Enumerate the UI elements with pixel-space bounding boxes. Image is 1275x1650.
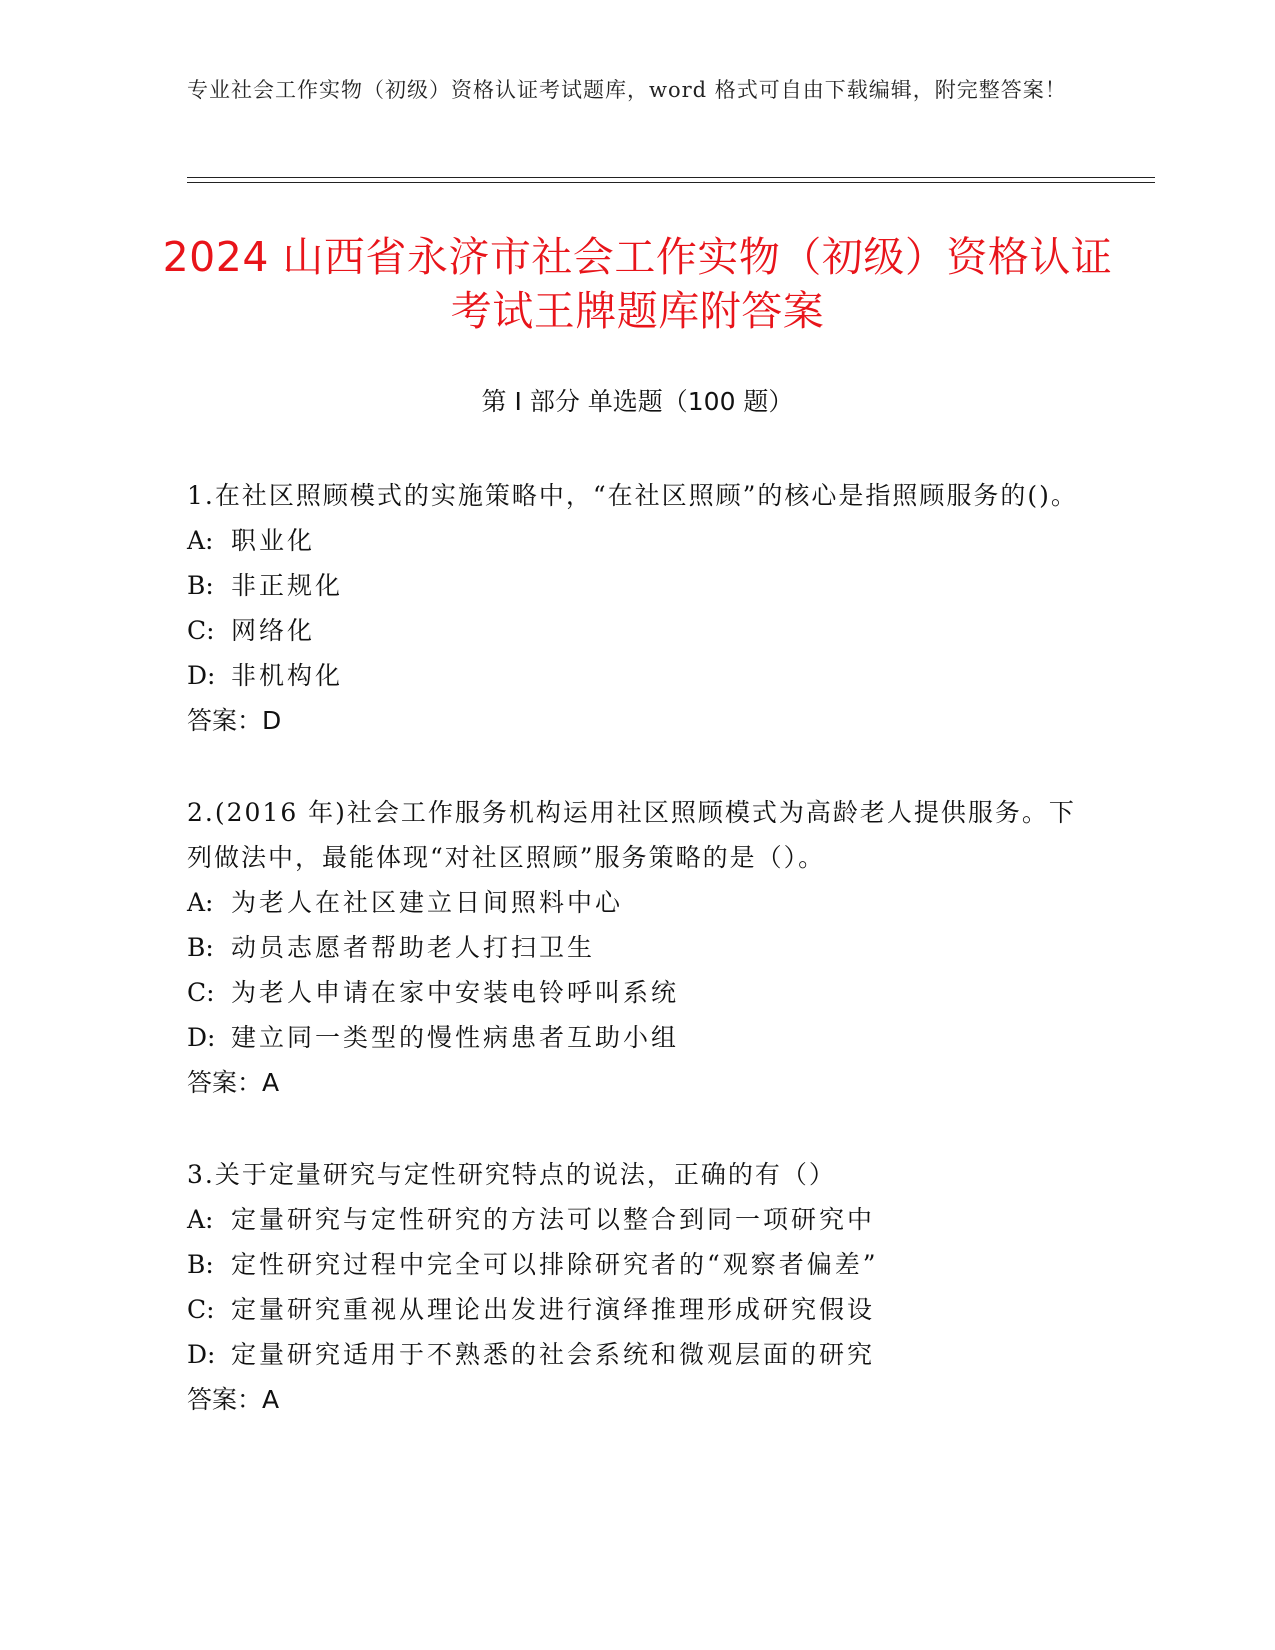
question-stem: 1.在社区照顾模式的实施策略中，“在社区照顾”的核心是指照顾服务的()。 xyxy=(187,481,1078,510)
option-text: 定量研究适用于不熟悉的社会系统和微观层面的研究 xyxy=(231,1340,876,1369)
option-text: 动员志愿者帮助老人打扫卫生 xyxy=(231,933,596,962)
option-d xyxy=(187,1015,1087,1060)
option-letter: B: xyxy=(187,933,214,962)
option-b xyxy=(187,1242,1087,1287)
question-stem: 2.(2016 年)社会工作服务机构运用社区照顾模式为高龄老人提供服务。下列做法中，最能体现“对社区照顾”服务策略的是（）。 xyxy=(187,798,1076,872)
option-letter: A: xyxy=(187,1205,214,1234)
option-letter: A: xyxy=(187,888,214,917)
option-c xyxy=(187,1287,1087,1332)
question-stem: 3.关于定量研究与定性研究特点的说法，正确的有（） xyxy=(187,1160,836,1189)
option-text: 定量研究重视从理论出发进行演绎推理形成研究假设 xyxy=(231,1295,876,1324)
option-letter: C: xyxy=(187,616,215,645)
header-divider-top xyxy=(187,177,1155,178)
option-d xyxy=(187,653,1087,698)
option-letter: D: xyxy=(187,1023,216,1052)
question-list xyxy=(187,473,1087,1422)
option-text: 非正规化 xyxy=(231,571,344,600)
answer-line: 答案：A xyxy=(187,1385,280,1414)
option-text: 非机构化 xyxy=(231,661,344,690)
option-text: 建立同一类型的慢性病患者互助小组 xyxy=(231,1023,680,1052)
option-d xyxy=(187,1332,1087,1377)
option-text: 为老人在社区建立日间照料中心 xyxy=(231,888,624,917)
answer-line: 答案：D xyxy=(187,706,282,735)
document-title: 2024 山西省永济市社会工作实物（初级）资格认证考试王牌题库附答案 xyxy=(162,233,1113,335)
option-letter: B: xyxy=(187,571,214,600)
option-a xyxy=(187,1197,1087,1242)
question-3 xyxy=(187,1152,1087,1422)
option-letter: C: xyxy=(187,978,215,1007)
section-heading: 第 I 部分 单选题（100 题） xyxy=(481,387,794,416)
option-text: 定量研究与定性研究的方法可以整合到同一项研究中 xyxy=(231,1205,876,1234)
option-a xyxy=(187,518,1087,563)
option-letter: D: xyxy=(187,661,216,690)
header-note: 专业社会工作实物（初级）资格认证考试题库，word 格式可自由下载编辑，附完整答案！ xyxy=(187,78,1067,102)
option-b xyxy=(187,563,1087,608)
option-text: 职业化 xyxy=(231,526,316,555)
option-text: 为老人申请在家中安装电铃呼叫系统 xyxy=(231,978,680,1007)
option-letter: A: xyxy=(187,526,214,555)
question-1 xyxy=(187,473,1087,743)
option-letter: D: xyxy=(187,1340,216,1369)
answer-line: 答案：A xyxy=(187,1068,280,1097)
option-a xyxy=(187,880,1087,925)
option-text: 定性研究过程中完全可以排除研究者的“观察者偏差” xyxy=(231,1250,879,1279)
header-divider-bottom xyxy=(187,182,1155,183)
option-c xyxy=(187,970,1087,1015)
option-b xyxy=(187,925,1087,970)
option-letter: C: xyxy=(187,1295,215,1324)
question-2 xyxy=(187,790,1087,1105)
option-text: 网络化 xyxy=(231,616,316,645)
option-c xyxy=(187,608,1087,653)
option-letter: B: xyxy=(187,1250,214,1279)
